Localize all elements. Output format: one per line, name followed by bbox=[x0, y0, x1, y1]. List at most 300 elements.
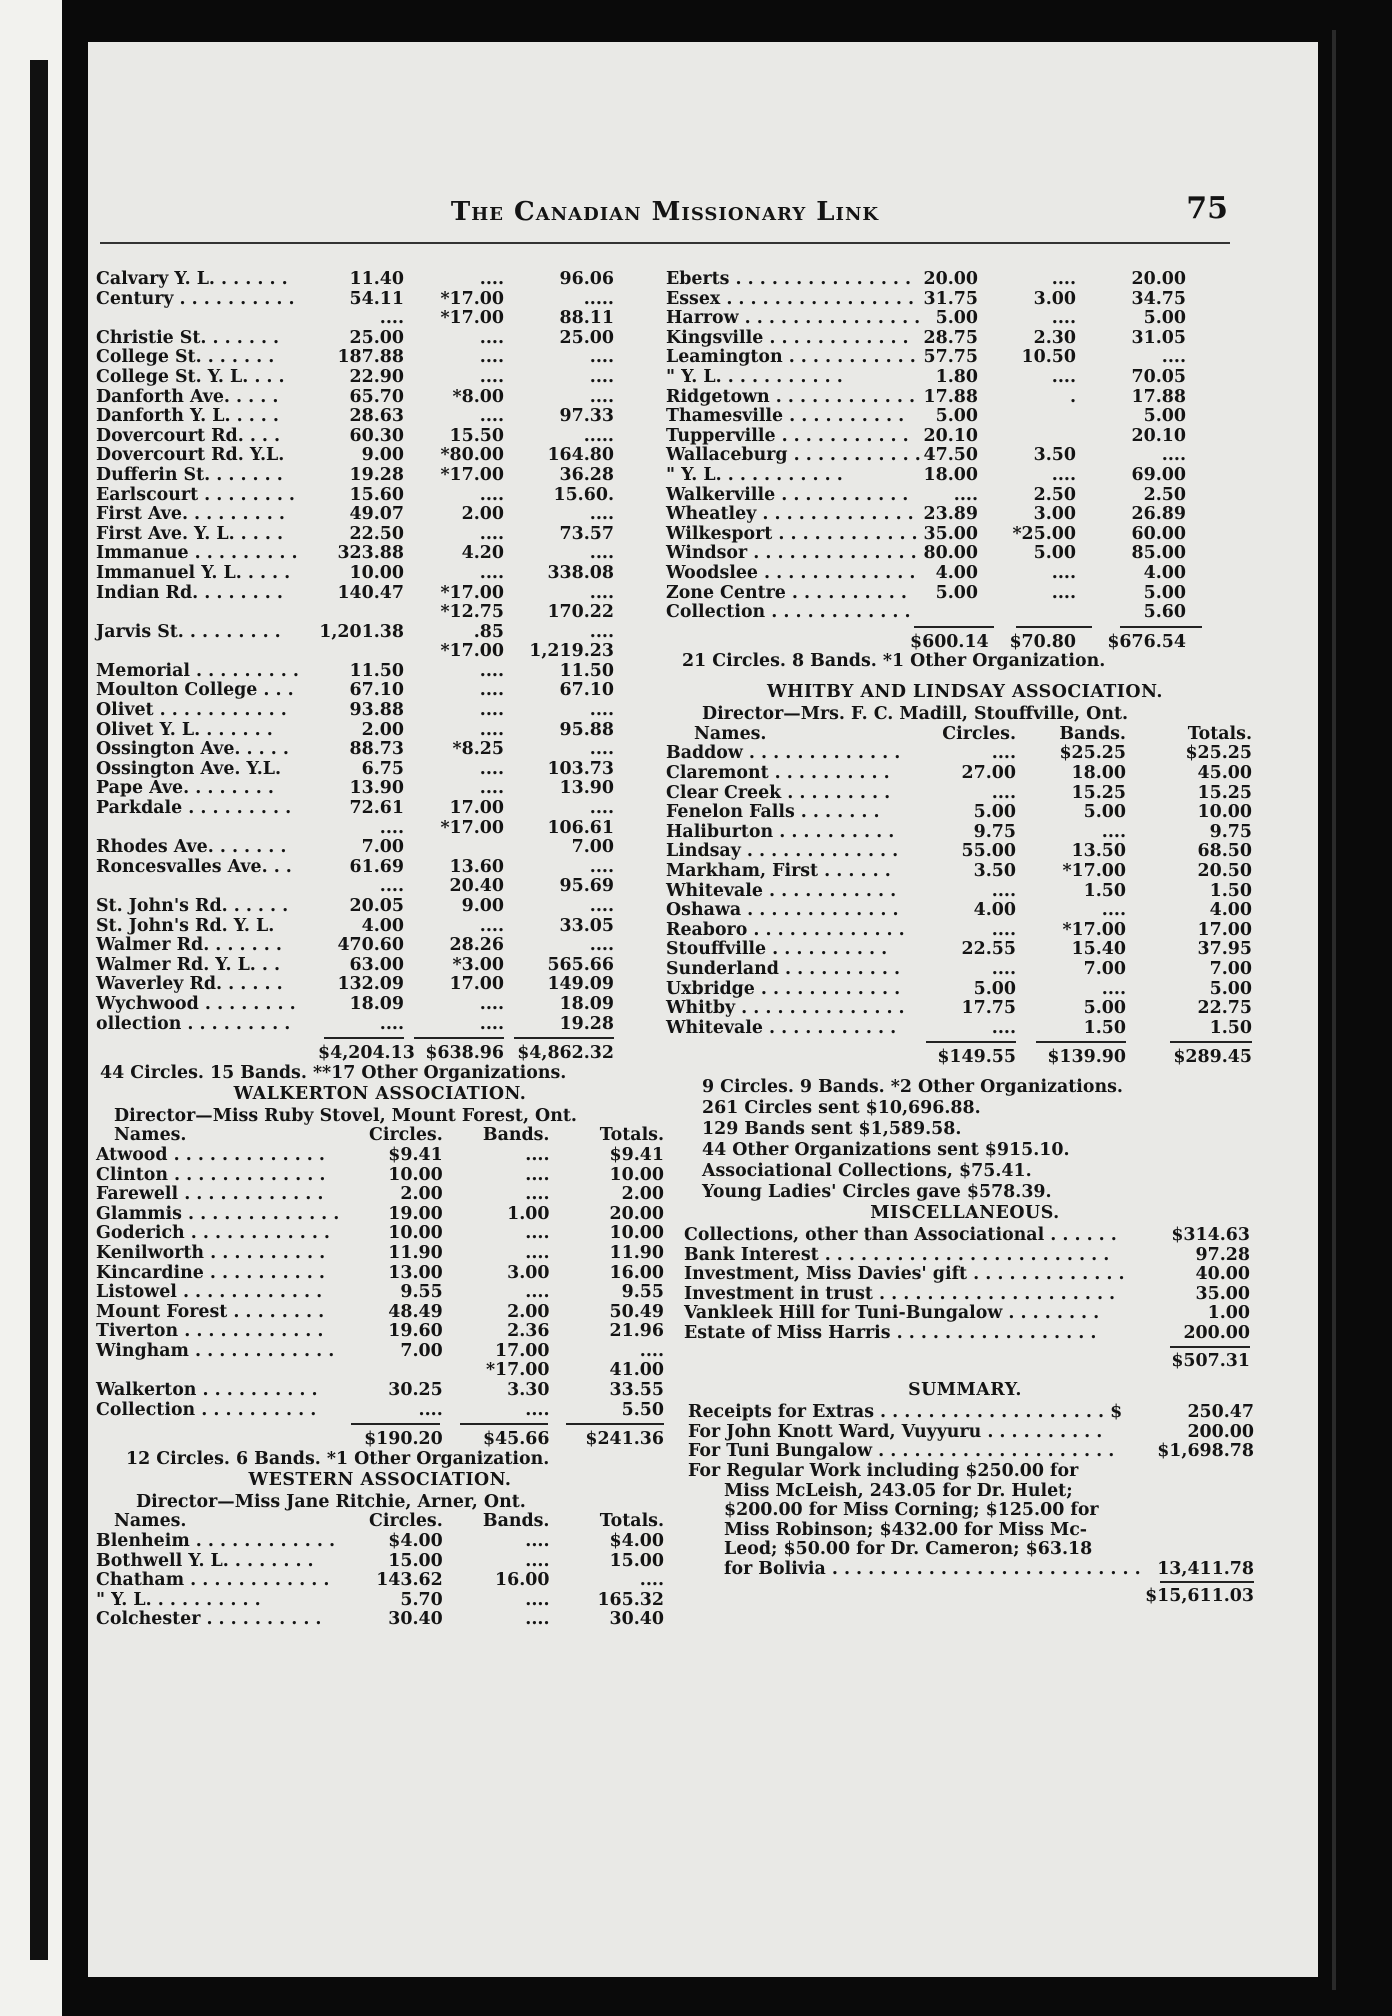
table-row bbox=[666, 446, 1264, 466]
bands-amount: .... bbox=[525, 1164, 550, 1185]
entry-label: For John Knott Ward, Vuyyuru . . . . . . . . . . bbox=[688, 1421, 1103, 1442]
bands-amount: 18.00 bbox=[1071, 763, 1126, 784]
misc-row bbox=[684, 1304, 1264, 1324]
entry-amount: 1.00 bbox=[1207, 1303, 1250, 1324]
bands-amount: *12.75 bbox=[440, 602, 504, 623]
entry-name: Oshawa . . . . . . . . . . . . . bbox=[666, 900, 899, 921]
entry-name: Pape Ave. . . . . . . . bbox=[96, 778, 274, 799]
total-amount: 103.73 bbox=[547, 758, 614, 779]
circles-amount: 17.75 bbox=[961, 998, 1016, 1019]
circles-amount: 5.00 bbox=[935, 308, 978, 329]
total-amount: 17.00 bbox=[1197, 919, 1252, 940]
circles-amount: 61.69 bbox=[349, 856, 404, 877]
bands-amount: .... bbox=[479, 406, 504, 427]
circles-amount: 48.49 bbox=[388, 1301, 443, 1322]
entry-name: Immanue . . . . . . . . . bbox=[96, 543, 298, 564]
table-row bbox=[666, 290, 1264, 310]
entry-name: Ridgetown . . . . . . . . . . . . bbox=[666, 386, 915, 407]
bands-amount: .... bbox=[479, 758, 504, 779]
regular-work-line: For Regular Work including $250.00 for bbox=[688, 1460, 1079, 1481]
table-row bbox=[666, 329, 1264, 349]
table-row bbox=[666, 980, 1264, 1000]
total-amount: 31.05 bbox=[1131, 327, 1186, 348]
table-row bbox=[96, 407, 664, 427]
running-header bbox=[102, 191, 1228, 233]
bands-amount: .... bbox=[525, 1550, 550, 1571]
grand-total-row bbox=[688, 1587, 1264, 1607]
bolivia-value: 13,411.78 bbox=[1157, 1558, 1254, 1579]
table-row bbox=[96, 388, 664, 408]
table-row bbox=[96, 917, 664, 937]
grand-total: $15,611.03 bbox=[1145, 1586, 1254, 1607]
entry-label: Estate of Miss Harris . . . . . . . . . . . . . . . . . bbox=[684, 1322, 1097, 1343]
bands-amount: 28.26 bbox=[449, 935, 504, 956]
bands-amount: .... bbox=[525, 1609, 550, 1630]
entry-name: Roncesvalles Ave. . . bbox=[96, 856, 292, 877]
total-amount: 164.80 bbox=[547, 445, 614, 466]
total-amount: .... bbox=[589, 935, 614, 956]
entry-name: Essex . . . . . . . . . . . . . . . . bbox=[666, 288, 915, 309]
bands-amount: .... bbox=[479, 660, 504, 681]
total-amount: 10.00 bbox=[1197, 802, 1252, 823]
regular-work-line: Miss Robinson; $432.00 for Miss Mc- bbox=[724, 1519, 1088, 1540]
circles-amount: 15.00 bbox=[388, 1550, 443, 1571]
walkerton-sum-rule bbox=[96, 1423, 664, 1426]
total-amount: 1.50 bbox=[1209, 880, 1252, 901]
circles-amount: .... bbox=[379, 876, 404, 897]
bands-amount: $25.25 bbox=[1059, 743, 1126, 764]
col-names-label: Names. bbox=[694, 723, 767, 744]
total-amount: 4.00 bbox=[1209, 900, 1252, 921]
circles-amount: 140.47 bbox=[337, 582, 404, 603]
total-amount: 165.32 bbox=[597, 1589, 665, 1610]
bands-amount bbox=[978, 407, 1076, 427]
entry-name: Chatham . . . . . . . . . . . . bbox=[96, 1570, 330, 1591]
table-row bbox=[96, 681, 664, 701]
entry-name: Dufferin St. . . . . . . bbox=[96, 464, 283, 485]
entry-name: Lindsay . . . . . . . . . . . . . bbox=[666, 841, 899, 862]
bolivia-row bbox=[688, 1560, 1264, 1580]
entry-name: Memorial . . . . . . . . . bbox=[96, 660, 299, 681]
entry-amount: 250.47 bbox=[1187, 1402, 1254, 1423]
circles-amount: 28.63 bbox=[349, 406, 404, 427]
essex-total-all: $676.54 bbox=[1107, 631, 1186, 652]
circles-amount: 54.11 bbox=[349, 288, 404, 309]
regular-work-line: $200.00 for Miss Corning; $125.00 for bbox=[724, 1500, 1099, 1521]
bands-amount: 4.20 bbox=[461, 543, 504, 564]
entry-name: Windsor . . . . . . . . . . . . . . bbox=[666, 543, 917, 564]
circles-amount: 11.50 bbox=[349, 660, 404, 681]
table-row bbox=[96, 505, 664, 525]
total-amount: 41.00 bbox=[609, 1360, 665, 1381]
circles-amount: 67.10 bbox=[349, 680, 404, 701]
circles-amount: 4.00 bbox=[361, 915, 404, 936]
total-amount: ..... bbox=[583, 288, 614, 309]
entry-name: Christie St. . . . . . . bbox=[96, 327, 280, 348]
toronto-sum-rule bbox=[96, 1037, 664, 1040]
whitby-heading: WHITBY AND LINDSAY ASSOCIATION. bbox=[767, 682, 1163, 703]
entry-name: Clear Creek . . . . . . . . . bbox=[666, 782, 891, 803]
entry-name: Sunderland . . . . . . . . . . bbox=[666, 959, 901, 979]
entry-name bbox=[96, 1361, 336, 1381]
table-row bbox=[96, 936, 664, 956]
entry-name: Uxbridge . . . . . . . . . . . . bbox=[666, 978, 901, 999]
entry-name: Eberts . . . . . . . . . . . . . . . bbox=[666, 269, 912, 289]
entry-name: Danforth Ave. . . . . bbox=[96, 386, 279, 407]
circles-amount: 187.88 bbox=[337, 347, 404, 368]
bands-amount: *17.00 bbox=[440, 817, 504, 838]
circles-amount: .... bbox=[991, 959, 1016, 979]
bands-amount: .... bbox=[479, 719, 504, 740]
total-amount: 11.50 bbox=[559, 660, 614, 681]
misc-row bbox=[684, 1246, 1264, 1266]
total-amount: 68.50 bbox=[1197, 841, 1252, 862]
total-amount: 13.90 bbox=[559, 778, 614, 799]
table-row bbox=[96, 270, 664, 290]
table-row bbox=[96, 858, 664, 878]
bands-amount: 20.40 bbox=[449, 876, 504, 897]
western-heading: WESTERN ASSOCIATION. bbox=[248, 1469, 512, 1490]
col-totals-label: Totals. bbox=[599, 1125, 665, 1146]
western-director: Director—Miss Jane Ritchie, Arner, Ont. bbox=[136, 1491, 526, 1512]
bands-amount: .... bbox=[525, 1242, 550, 1263]
whitby-note: 9 Circles. 9 Bands. *2 Other Organizations. bbox=[702, 1076, 1123, 1097]
circles-amount: 35.00 bbox=[923, 523, 978, 544]
summary-row bbox=[688, 1403, 1264, 1423]
bands-amount: .... bbox=[479, 347, 504, 368]
circles-amount: 19.60 bbox=[388, 1321, 443, 1342]
total-amount: 88.11 bbox=[559, 308, 614, 329]
col-names-label: Names. bbox=[114, 1511, 187, 1532]
total-amount: .... bbox=[589, 386, 614, 407]
entry-amount: 97.28 bbox=[1195, 1244, 1250, 1265]
col-circles-label: Circles. bbox=[369, 1125, 443, 1146]
whitby-total-all: $289.45 bbox=[1173, 1047, 1252, 1068]
table-row bbox=[96, 838, 664, 858]
table-row bbox=[666, 921, 1264, 941]
toronto-total-bands: $638.96 bbox=[425, 1043, 504, 1064]
entry-name: Reaboro . . . . . . . . . . . . . bbox=[666, 919, 905, 940]
entry-name: Calvary Y. L. . . . . . . bbox=[96, 269, 288, 289]
table-row bbox=[96, 701, 664, 721]
table-row bbox=[96, 1532, 664, 1552]
circles-amount: 2.00 bbox=[400, 1184, 443, 1205]
walkerton-total-all: $241.36 bbox=[585, 1429, 665, 1450]
table-row bbox=[666, 388, 1264, 408]
table-row bbox=[96, 1591, 664, 1611]
bands-amount: *17.00 bbox=[440, 464, 504, 485]
table-row bbox=[96, 466, 664, 486]
bands-amount: 2.00 bbox=[507, 1301, 550, 1322]
bands-amount: .... bbox=[525, 1589, 550, 1610]
circles-amount: 4.00 bbox=[973, 900, 1016, 921]
bands-amount: *17.00 bbox=[440, 641, 504, 662]
circles-amount: 5.00 bbox=[935, 406, 978, 427]
right-column bbox=[666, 270, 1264, 1607]
entry-name: Jarvis St. . . . . . . . . bbox=[96, 621, 281, 642]
col-totals-label: Totals. bbox=[599, 1511, 665, 1532]
circles-amount: .... bbox=[991, 782, 1016, 803]
bands-amount: .... bbox=[525, 1399, 550, 1420]
essex-totals-row bbox=[666, 633, 1264, 653]
bands-amount: 1.00 bbox=[507, 1203, 550, 1224]
table-row bbox=[96, 1322, 664, 1342]
misc-total-row bbox=[666, 1352, 1264, 1372]
circles-amount: .... bbox=[379, 308, 404, 329]
table-row bbox=[96, 427, 664, 447]
circles-amount: 11.40 bbox=[349, 269, 404, 289]
total-amount: 5.00 bbox=[1143, 308, 1186, 329]
table-row bbox=[96, 1264, 664, 1284]
table-row bbox=[666, 505, 1264, 525]
bands-amount: 2.00 bbox=[461, 504, 504, 525]
circles-amount: .... bbox=[418, 1399, 443, 1420]
bands-amount: .... bbox=[479, 327, 504, 348]
table-row bbox=[666, 803, 1264, 823]
total-amount: .... bbox=[589, 896, 614, 916]
bands-amount: .... bbox=[525, 1223, 550, 1244]
entry-name: Whitevale . . . . . . . . . . . bbox=[666, 880, 897, 901]
table-row bbox=[96, 1205, 664, 1225]
entry-name: " Y. L. . . . . . . . . . . bbox=[666, 464, 843, 485]
entry-name bbox=[96, 642, 318, 662]
entry-name: First Ave. . . . . . . . . bbox=[96, 504, 285, 525]
total-amount: 85.00 bbox=[1131, 543, 1186, 564]
entry-name: Parkdale . . . . . . . . . bbox=[96, 798, 292, 819]
table-row bbox=[666, 348, 1264, 368]
bands-amount: .... bbox=[479, 366, 504, 387]
circles-amount bbox=[318, 603, 404, 623]
total-amount: 20.50 bbox=[1197, 861, 1252, 882]
summary-rows bbox=[688, 1403, 1264, 1462]
table-row bbox=[96, 525, 664, 545]
total-amount: .... bbox=[589, 621, 614, 642]
entry-name: Clinton . . . . . . . . . . . . . bbox=[96, 1164, 326, 1185]
table-row bbox=[666, 427, 1264, 447]
total-amount: 20.00 bbox=[1131, 269, 1186, 289]
table-row bbox=[96, 1244, 664, 1264]
circles-amount: 19.28 bbox=[349, 464, 404, 485]
circles-amount: 88.73 bbox=[349, 739, 404, 760]
bands-amount: 5.00 bbox=[1033, 543, 1076, 564]
table-row bbox=[666, 466, 1264, 486]
entry-name: Kenilworth . . . . . . . . . . bbox=[96, 1242, 326, 1263]
col-bands-label: Bands. bbox=[482, 1125, 550, 1146]
toronto-totals-row bbox=[96, 1044, 664, 1064]
total-amount: .... bbox=[589, 504, 614, 525]
circles-amount: 30.40 bbox=[388, 1609, 443, 1630]
circles-amount: 6.75 bbox=[361, 758, 404, 779]
other-orgs-sent-note: 44 Other Organizations sent $915.10. bbox=[702, 1139, 1070, 1160]
bands-amount: 13.60 bbox=[449, 856, 504, 877]
total-amount: 15.25 bbox=[1197, 782, 1252, 803]
bands-amount: .... bbox=[525, 1282, 550, 1303]
table-row bbox=[96, 877, 664, 897]
essex-sum-rule bbox=[666, 626, 1264, 629]
circles-amount: 63.00 bbox=[349, 954, 404, 975]
circles-amount: 57.75 bbox=[923, 347, 978, 368]
bands-amount: .... bbox=[525, 1184, 550, 1205]
bands-amount: *3.00 bbox=[452, 954, 504, 975]
toronto-note: 44 Circles. 15 Bands. **17 Other Organizations. bbox=[100, 1062, 567, 1083]
western-table bbox=[96, 1532, 664, 1630]
table-row bbox=[96, 623, 664, 643]
misc-row bbox=[684, 1226, 1264, 1246]
bands-amount: 2.30 bbox=[1033, 327, 1076, 348]
table-row bbox=[96, 1303, 664, 1323]
bands-amount: *8.00 bbox=[452, 386, 504, 407]
table-row bbox=[96, 1146, 664, 1166]
table-row bbox=[96, 1015, 664, 1035]
circles-amount: 9.00 bbox=[361, 445, 404, 466]
summary-block bbox=[666, 1403, 1264, 1607]
col-bands-label: Bands. bbox=[1059, 723, 1126, 744]
entry-name: Tiverton . . . . . . . . . . . . bbox=[96, 1321, 324, 1342]
total-amount: 69.00 bbox=[1131, 464, 1186, 485]
circles-amount: 27.00 bbox=[961, 763, 1016, 784]
circles-amount: 22.90 bbox=[349, 366, 404, 387]
entry-name: Dovercourt Rd. . . . bbox=[96, 425, 281, 446]
entry-name: Listowel . . . . . . . . . . . . bbox=[96, 1282, 323, 1303]
bands-amount: 3.00 bbox=[1033, 504, 1076, 525]
entry-name: " Y. L. . . . . . . . . . . bbox=[666, 366, 843, 387]
whitby-total-bands: $139.90 bbox=[1047, 1047, 1126, 1068]
table-row bbox=[666, 486, 1264, 506]
total-amount: 17.88 bbox=[1131, 386, 1186, 407]
bands-amount: *8.25 bbox=[452, 739, 504, 760]
entry-name: Whitby . . . . . . . . . . . . . . bbox=[666, 998, 905, 1019]
bands-amount: 2.50 bbox=[1033, 484, 1076, 505]
entry-label: Collections, other than Associational . . . . . . bbox=[684, 1224, 1117, 1245]
entry-name: Thamesville . . . . . . . . . . bbox=[666, 406, 905, 427]
entry-label: Investment in trust . . . . . . . . . . . . . . . . . . . . bbox=[684, 1283, 1116, 1304]
circles-amount: 9.55 bbox=[400, 1282, 443, 1303]
total-amount: $9.41 bbox=[609, 1144, 665, 1165]
misc-row bbox=[684, 1265, 1264, 1285]
table-row bbox=[666, 564, 1264, 584]
bands-amount: .... bbox=[1101, 900, 1126, 921]
table-row bbox=[96, 642, 664, 662]
col-bands-label: Bands. bbox=[482, 1511, 550, 1532]
total-amount: .... bbox=[589, 543, 614, 564]
bands-amount: .... bbox=[1051, 269, 1076, 289]
table-row bbox=[96, 721, 664, 741]
circles-amount: 22.55 bbox=[961, 939, 1016, 960]
page-title: The Canadian Missionary Link bbox=[450, 197, 880, 227]
total-amount: 565.66 bbox=[547, 954, 614, 975]
table-row bbox=[666, 407, 1264, 427]
toronto-total-all: $4,862.32 bbox=[517, 1043, 614, 1064]
total-amount: 34.75 bbox=[1131, 288, 1186, 309]
table-row bbox=[666, 823, 1264, 843]
table-row bbox=[96, 544, 664, 564]
circles-amount: 132.09 bbox=[337, 974, 404, 995]
whitby-totals-row bbox=[666, 1048, 1264, 1068]
total-amount: 15.00 bbox=[609, 1550, 665, 1571]
total-amount: .... bbox=[589, 700, 614, 721]
table-row bbox=[96, 760, 664, 780]
entry-name: Fenelon Falls . . . . . . . bbox=[666, 802, 880, 823]
total-amount: 21.96 bbox=[609, 1321, 665, 1342]
entry-name: Kincardine . . . . . . . . . . bbox=[96, 1262, 325, 1283]
total-amount: 15.60. bbox=[553, 484, 614, 505]
circles-amount: 80.00 bbox=[923, 543, 978, 564]
total-amount: 338.08 bbox=[547, 562, 614, 583]
bands-amount: . bbox=[1069, 386, 1076, 407]
entry-name: Stouffville . . . . . . . . . . bbox=[666, 939, 888, 960]
circles-amount: 10.00 bbox=[388, 1164, 443, 1185]
table-row bbox=[96, 584, 664, 604]
bands-amount: 17.00 bbox=[449, 798, 504, 819]
total-amount: 95.88 bbox=[559, 719, 614, 740]
circles-amount: 20.00 bbox=[923, 269, 978, 289]
entry-name bbox=[96, 603, 318, 623]
scan-frame-edge bbox=[1332, 30, 1376, 1990]
entry-name: Earlscourt . . . . . . . . bbox=[96, 484, 295, 505]
entry-name: Walmer Rd. . . . . . . bbox=[96, 935, 282, 956]
bands-amount: 3.00 bbox=[507, 1262, 550, 1283]
table-row bbox=[96, 1610, 664, 1630]
total-amount: 33.05 bbox=[559, 915, 614, 936]
entry-name: Dovercourt Rd. Y.L. bbox=[96, 445, 285, 466]
regular-work-line: Miss McLeish, 243.05 for Dr. Hulet; bbox=[724, 1480, 1073, 1501]
summary-row bbox=[688, 1423, 1264, 1443]
table-row bbox=[96, 779, 664, 799]
total-amount: 7.00 bbox=[571, 837, 614, 858]
circles-amount: 49.07 bbox=[349, 504, 404, 525]
total-amount: .... bbox=[589, 582, 614, 603]
table-row bbox=[666, 525, 1264, 545]
bands-amount: .... bbox=[479, 1013, 504, 1034]
bands-amount: .... bbox=[479, 778, 504, 799]
total-amount: 70.05 bbox=[1131, 366, 1186, 387]
total-amount: 67.10 bbox=[559, 680, 614, 701]
total-amount: 9.55 bbox=[621, 1282, 665, 1303]
total-amount: 149.09 bbox=[547, 974, 614, 995]
entry-label: Receipts for Extras . . . . . . . . . . . . . . . . . . . $ bbox=[688, 1402, 1123, 1423]
bands-amount: .... bbox=[525, 1531, 550, 1552]
table-row bbox=[96, 486, 664, 506]
bands-amount: .... bbox=[1051, 464, 1076, 485]
page-number: 75 bbox=[1186, 191, 1228, 226]
circles-amount: .... bbox=[991, 743, 1016, 764]
entry-name: Haliburton . . . . . . . . . . bbox=[666, 821, 895, 842]
entry-name bbox=[96, 309, 318, 329]
circles-amount: 9.75 bbox=[973, 821, 1016, 842]
circles-amount: 10.00 bbox=[388, 1223, 443, 1244]
total-amount: 4.00 bbox=[1143, 562, 1186, 583]
entry-name: Wheatley . . . . . . . . . . . . . bbox=[666, 504, 914, 525]
circles-amount: 72.61 bbox=[349, 798, 404, 819]
bands-amount: .... bbox=[479, 523, 504, 544]
circles-amount: 13.90 bbox=[349, 778, 404, 799]
bands-amount: 17.00 bbox=[449, 974, 504, 995]
walkerton-director: Director—Miss Ruby Stovel, Mount Forest, Ont. bbox=[114, 1105, 577, 1126]
entry-amount: 40.00 bbox=[1195, 1264, 1250, 1285]
toronto-table bbox=[96, 270, 664, 1034]
bands-amount: .... bbox=[479, 680, 504, 701]
walkerton-column-headers bbox=[96, 1126, 664, 1146]
entry-name: Danforth Y. L. . . . . bbox=[96, 406, 279, 427]
circles-amount: 20.10 bbox=[923, 425, 978, 446]
entry-name: Century . . . . . . . . . . bbox=[96, 288, 295, 309]
entry-name bbox=[96, 819, 318, 839]
total-amount: 2.00 bbox=[621, 1184, 665, 1205]
entry-name: Leamington . . . . . . . . . . . bbox=[666, 347, 916, 368]
bands-amount: .... bbox=[525, 1144, 550, 1165]
table-row bbox=[96, 309, 664, 329]
total-amount: 97.33 bbox=[559, 406, 614, 427]
